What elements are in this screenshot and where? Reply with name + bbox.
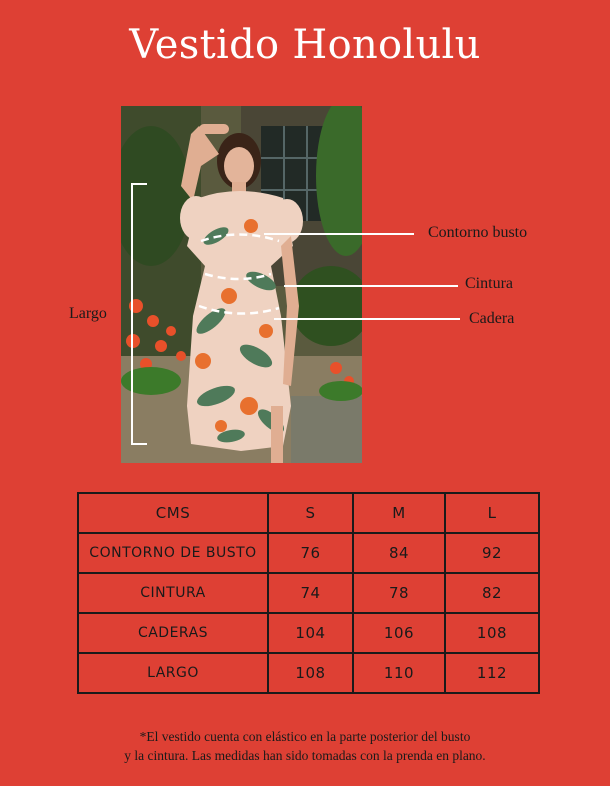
table-cell: 110 (353, 653, 445, 693)
footnote-line-1: *El vestido cuenta con elástico en la parte posterior del busto (139, 729, 471, 744)
waist-pointer-line (284, 285, 458, 287)
table-cell: 82 (445, 573, 539, 613)
header-cell: M (353, 493, 445, 533)
table-cell: 92 (445, 533, 539, 573)
table-row (78, 613, 539, 653)
header-cell: CMS (78, 493, 268, 533)
size-chart-table (77, 492, 540, 694)
table-cell: 108 (445, 613, 539, 653)
table-row (78, 653, 539, 693)
bust-label: Contorno busto (428, 224, 528, 241)
table-cell: 78 (353, 573, 445, 613)
length-label: Largo (69, 305, 107, 322)
table-cell: 106 (353, 613, 445, 653)
footnote (0, 727, 610, 765)
hip-pointer-line (274, 318, 460, 320)
table-cell: 84 (353, 533, 445, 573)
bust-pointer-line (264, 233, 414, 235)
length-bracket (131, 183, 147, 445)
table-header-row (78, 493, 539, 533)
header-cell: L (445, 493, 539, 533)
table-row (78, 573, 539, 613)
table-cell: 112 (445, 653, 539, 693)
table-cell: 108 (268, 653, 353, 693)
row-label: CONTORNO DE BUSTO (78, 533, 268, 573)
waist-label: Cintura (465, 275, 513, 292)
footnote-line-2: y la cintura. Las medidas han sido tomadas con la prenda en plano. (124, 748, 486, 763)
row-label: LARGO (78, 653, 268, 693)
page-title: Vestido Honolulu (129, 22, 481, 68)
table-cell: 76 (268, 533, 353, 573)
hip-label: Cadera (469, 310, 515, 327)
table-row (78, 533, 539, 573)
header-cell: S (268, 493, 353, 533)
row-label: CINTURA (78, 573, 268, 613)
table-cell: 104 (268, 613, 353, 653)
row-label: CADERAS (78, 613, 268, 653)
table-cell: 74 (268, 573, 353, 613)
